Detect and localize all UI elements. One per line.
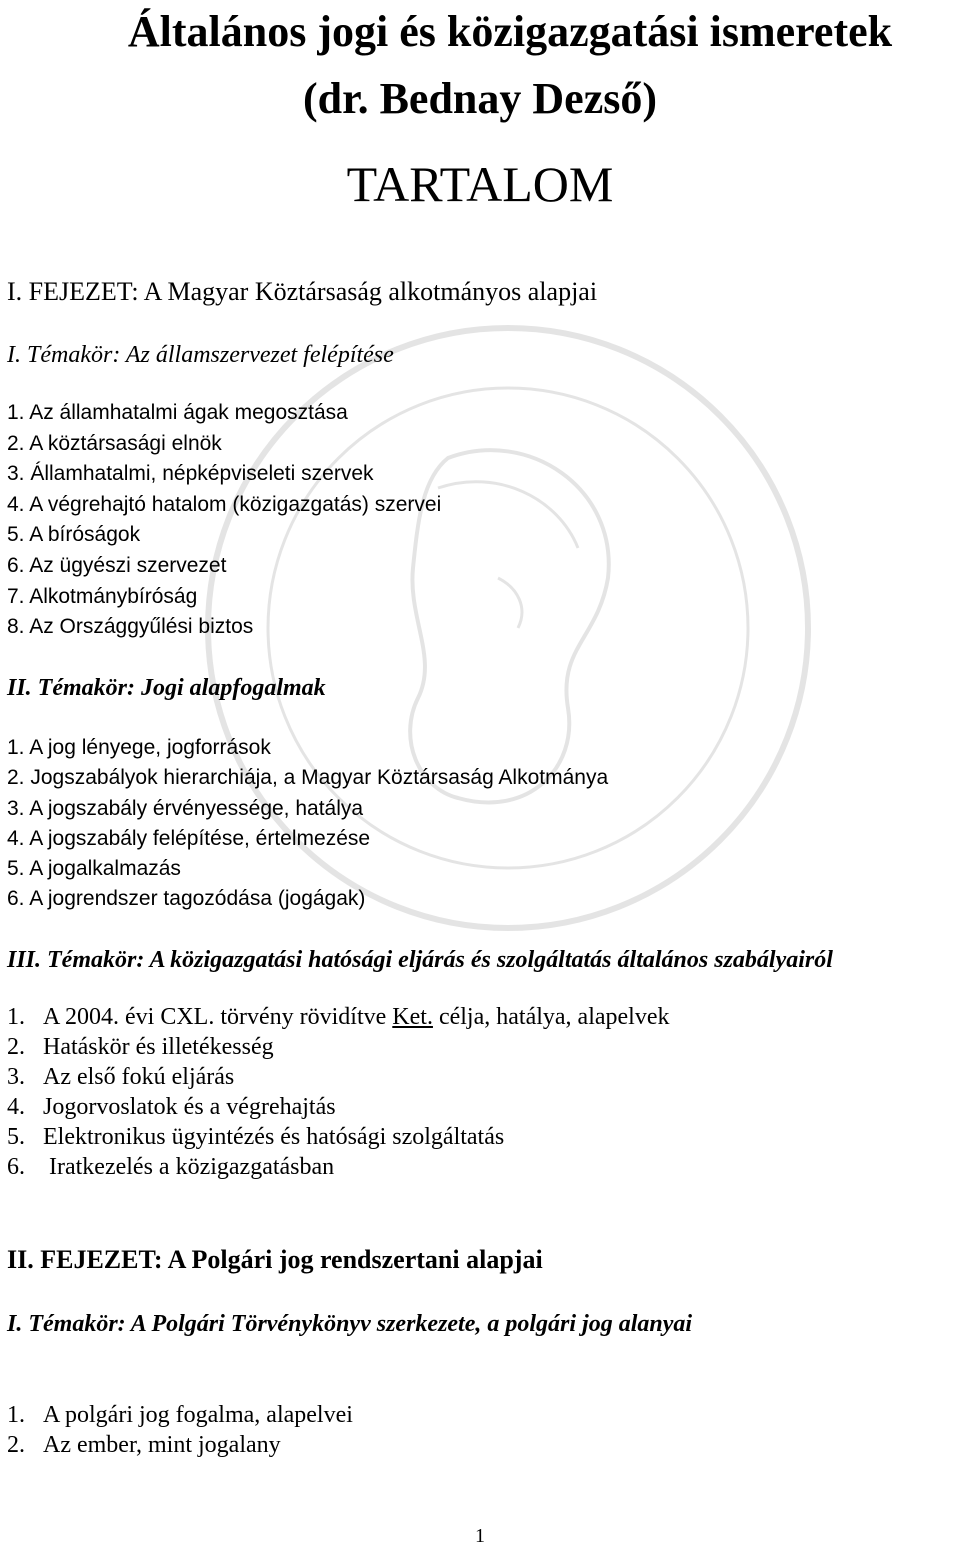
list-item: 1. Az államhatalmi ágak megosztása xyxy=(7,401,348,424)
list-text: Az első fokú eljárás xyxy=(43,1064,235,1090)
list-item: 4. A végrehajtó hatalom (közigazgatás) szervei xyxy=(7,493,442,516)
list-item: 3. A jogszabály érvényessége, hatálya xyxy=(7,797,364,820)
list-item xyxy=(7,1032,274,1062)
list-text: A 2004. évi CXL. törvény rövidítve xyxy=(43,1004,393,1030)
list-number: 3. xyxy=(7,1064,25,1090)
list-text: A polgári jog fogalma, alapelvei xyxy=(43,1402,353,1428)
list-item xyxy=(7,1092,336,1122)
topic-heading: II. Témakör: Jogi alapfogalmak xyxy=(7,675,326,701)
list-text: Az ember, mint jogalany xyxy=(43,1432,281,1458)
list-number: 1. xyxy=(7,1402,25,1428)
chapter-heading: II. FEJEZET: A Polgári jog rendszertani alapjai xyxy=(7,1245,543,1274)
list-item xyxy=(7,1400,353,1430)
page-number: 1 xyxy=(475,1525,485,1547)
list-text: Iratkezelés a közigazgatásban xyxy=(43,1154,335,1180)
list-item: 8. Az Országgyűlési biztos xyxy=(7,615,254,638)
toc-heading: TARTALOM xyxy=(346,156,614,212)
list-item xyxy=(7,1002,669,1032)
list-item: 5. A bíróságok xyxy=(7,523,141,546)
list-item: 6. A jogrendszer tagozódása (jogágak) xyxy=(7,887,366,910)
topic-heading: III. Témakör: A közigazgatási hatósági eljárás és szolgáltatás általános szabályairól xyxy=(7,947,833,973)
list-item xyxy=(7,1062,234,1092)
list-item: 1. A jog lényege, jogforrások xyxy=(7,736,271,759)
list-number: 2. xyxy=(7,1034,25,1060)
list-number: 1. xyxy=(7,1004,25,1030)
list-item: 2. A köztársasági elnök xyxy=(7,432,222,455)
list-item: 5. A jogalkalmazás xyxy=(7,857,181,880)
list-number: 4. xyxy=(7,1094,25,1120)
chapter-heading: I. FEJEZET: A Magyar Köztársaság alkotmányos alapjai xyxy=(7,277,598,306)
list-item: 3. Államhatalmi, népképviseleti szervek xyxy=(7,462,374,485)
list-item: 7. Alkotmánybíróság xyxy=(7,585,198,608)
topic-heading: I. Témakör: A Polgári Törvénykönyv szerkezete, a polgári jog alanyai xyxy=(7,1311,693,1337)
list-item: 6. Az ügyészi szervezet xyxy=(7,554,227,577)
list-text: Jogorvoslatok és a végrehajtás xyxy=(43,1094,336,1120)
list-number: 6. xyxy=(7,1154,25,1180)
document-author: (dr. Bednay Dezső) xyxy=(302,74,658,123)
list-item xyxy=(7,1430,281,1460)
list-item: 2. Jogszabályok hierarchiája, a Magyar Köztársaság Alkotmánya xyxy=(7,766,609,789)
list-item xyxy=(7,1152,334,1182)
ket-abbreviation-link[interactable]: Ket. xyxy=(392,1004,433,1030)
list-number: 2. xyxy=(7,1432,25,1458)
list-text: Elektronikus ügyintézés és hatósági szolgáltatás xyxy=(43,1124,505,1150)
topic-heading: I. Témakör: Az államszervezet felépítése xyxy=(7,342,394,368)
list-item: 4. A jogszabály felépítése, értelmezése xyxy=(7,827,371,850)
list-text: célja, hatálya, alapelvek xyxy=(432,1004,670,1030)
document-title: Általános jogi és közigazgatási ismeretek xyxy=(127,7,893,56)
list-item xyxy=(7,1122,504,1152)
list-text: Hatáskör és illetékesség xyxy=(43,1034,274,1060)
list-number: 5. xyxy=(7,1124,25,1150)
